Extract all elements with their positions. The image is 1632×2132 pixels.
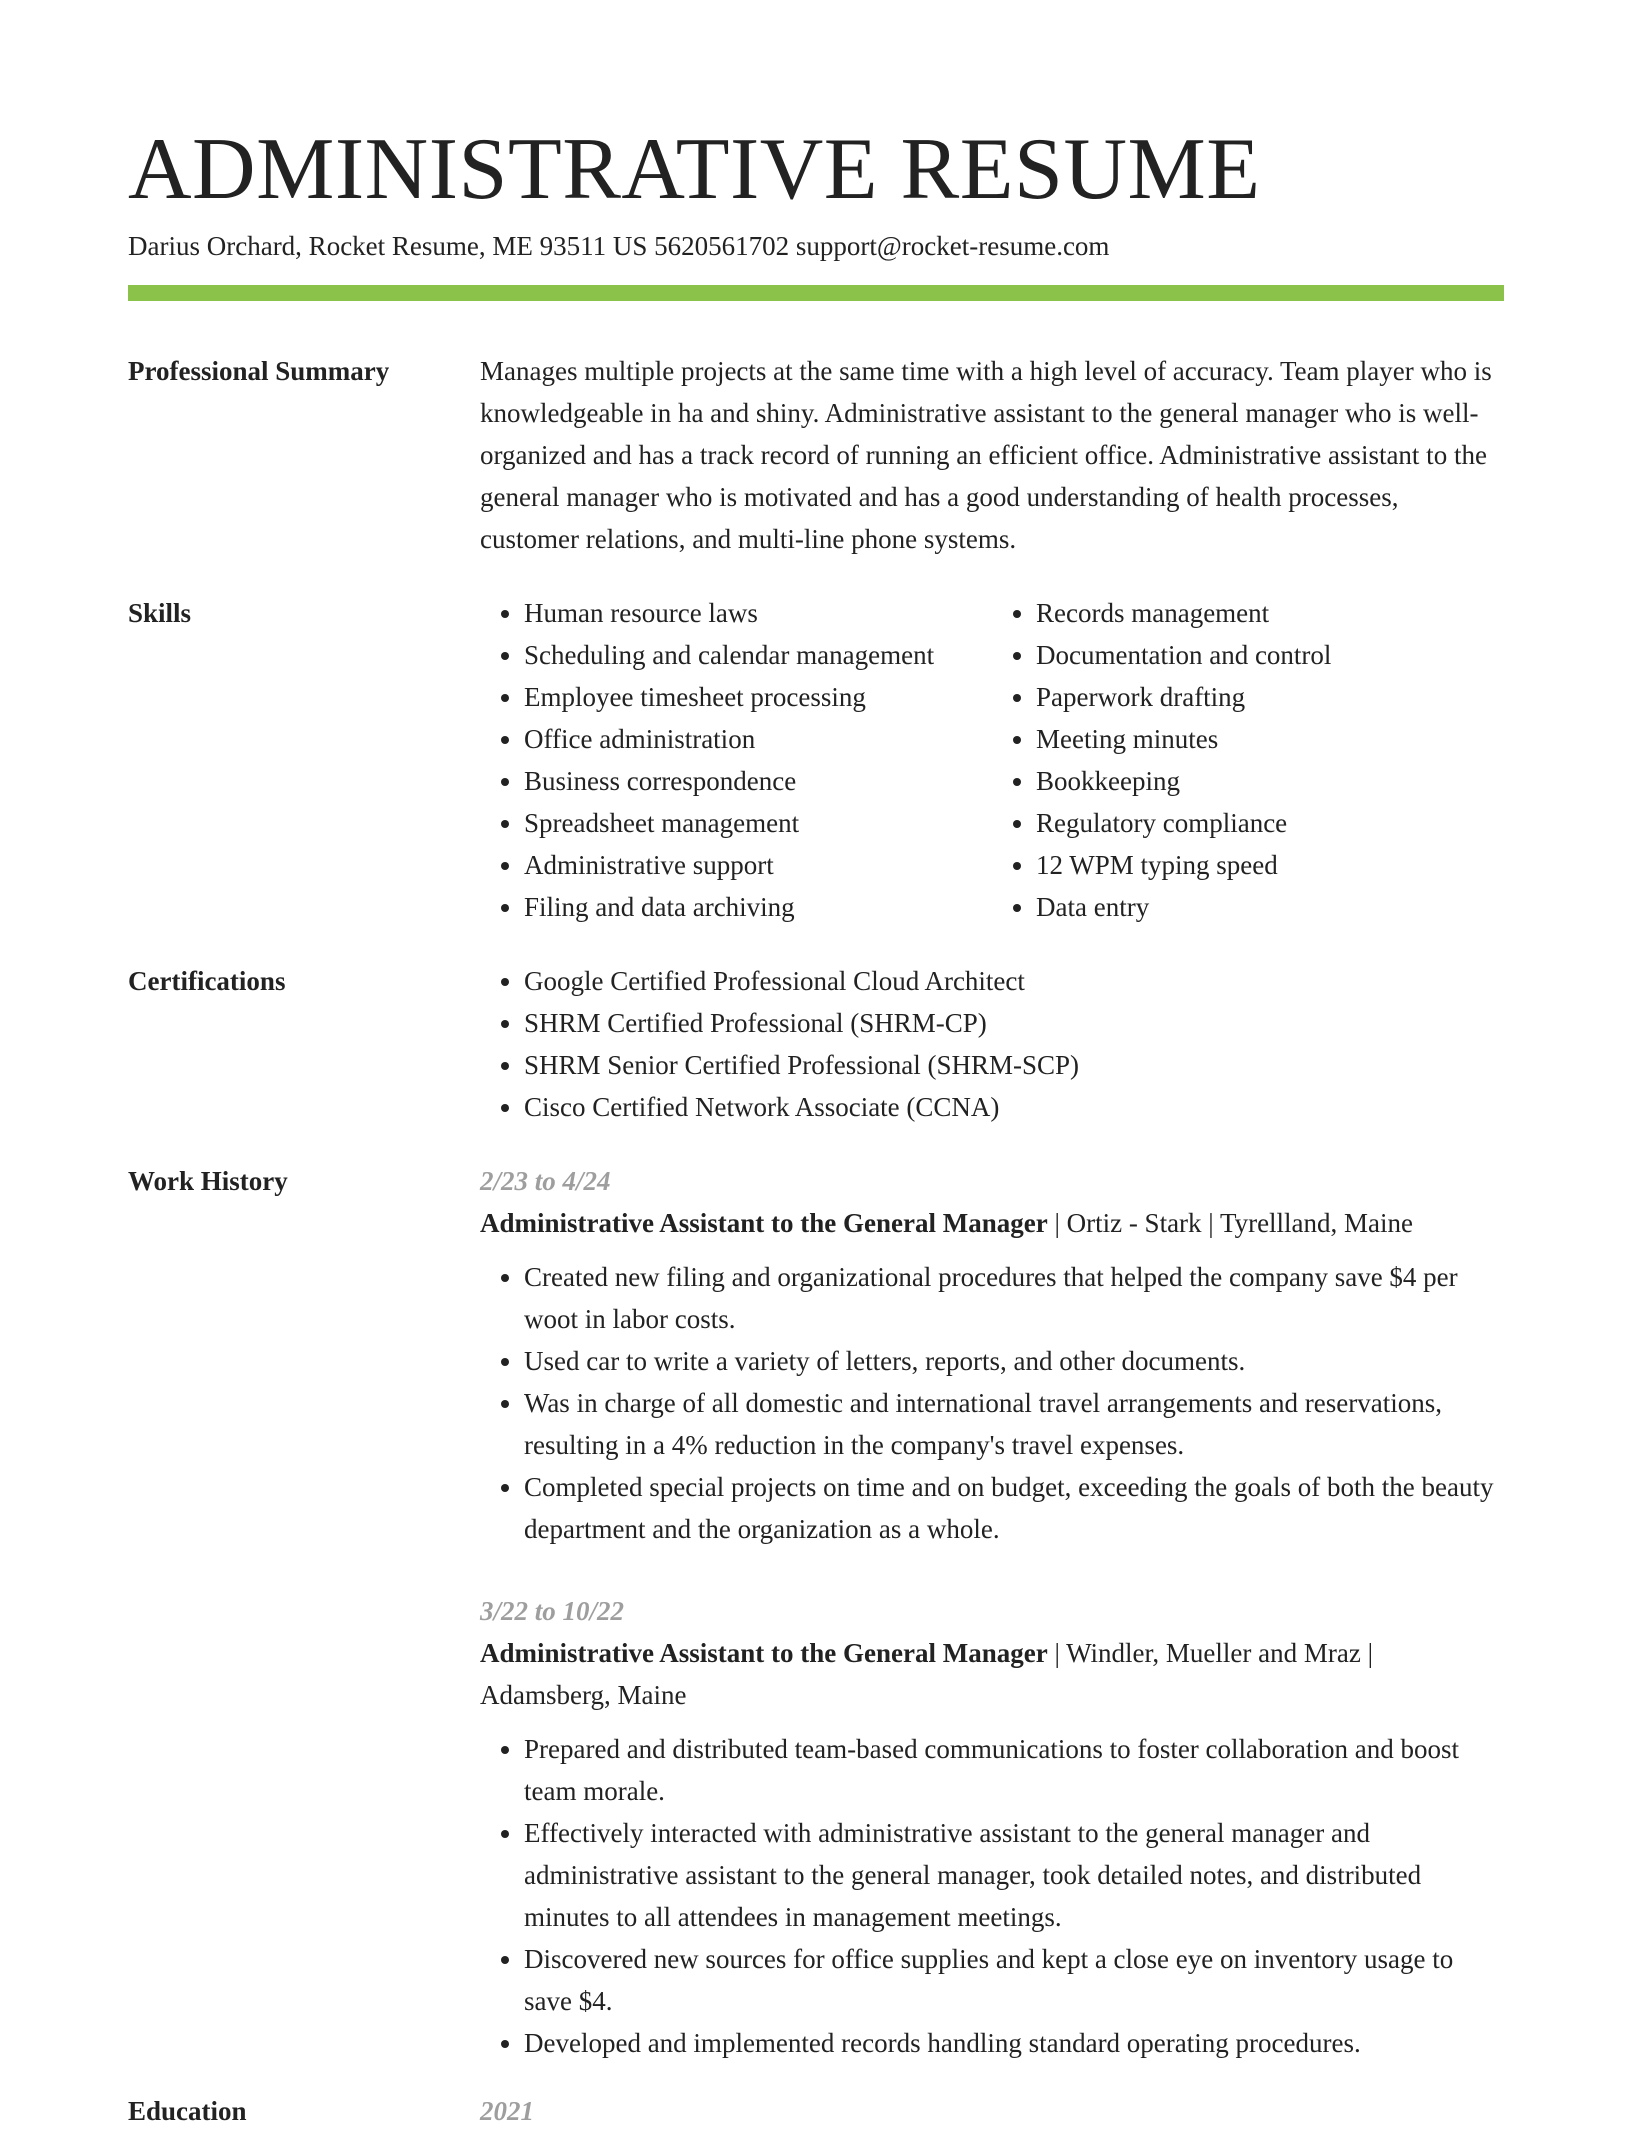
certification-item: • SHRM Senior Certified Professional (SHRM-SCP): [524, 1044, 1504, 1086]
job-bullet: • Completed special projects on time and on budget, exceeding the goals of both the beauty department and the organization as a whole.: [524, 1466, 1504, 1550]
job-bullet-list: [480, 1728, 1504, 2064]
summary-body: [480, 350, 1504, 560]
skill-item: • Human resource laws: [524, 592, 992, 634]
skill-item: • 12 WPM typing speed: [1036, 844, 1504, 886]
summary-label: Professional Summary: [128, 356, 390, 386]
skills-body: [480, 592, 1504, 928]
skills-list-right: [992, 592, 1504, 928]
work-history-label: Work History: [128, 1166, 288, 1196]
job-title: Administrative Assistant to the General Manager: [480, 1638, 1048, 1668]
skill-item: • Meeting minutes: [1036, 718, 1504, 760]
skill-item: • Office administration: [524, 718, 992, 760]
skill-item: • Documentation and control: [1036, 634, 1504, 676]
job-employer-location: | Ortiz - Stark | Tyrellland, Maine: [1047, 1208, 1414, 1238]
certifications-body: [480, 960, 1504, 1128]
certifications-label: Certifications: [128, 966, 286, 996]
work-history-body: [480, 1160, 1504, 2064]
job-date: 2/23 to 4/24: [480, 1166, 611, 1196]
job-bullet: • Used car to write a variety of letters, reports, and other documents.: [524, 1340, 1504, 1382]
job-bullet: • Discovered new sources for office supplies and kept a close eye on inventory usage to save $4.: [524, 1938, 1504, 2022]
skill-item: • Data entry: [1036, 886, 1504, 928]
job-entry: [480, 1590, 1504, 2064]
job-entry: [480, 1160, 1504, 1550]
job-bullet: • Prepared and distributed team-based communications to foster collaboration and boost team morale.: [524, 1728, 1504, 1812]
resume-page: [128, 0, 1504, 2126]
certification-item: • SHRM Certified Professional (SHRM-CP): [524, 1002, 1504, 1044]
education-label: Education: [128, 2096, 247, 2126]
skills-label: Skills: [128, 598, 192, 628]
contact-line: Darius Orchard, Rocket Resume, ME 93511 US 5620561702 support@rocket-resume.com: [128, 231, 1110, 261]
certification-item: • Google Certified Professional Cloud Architect: [524, 960, 1504, 1002]
education-body: [480, 2090, 1504, 2132]
job-title: Administrative Assistant to the General Manager: [480, 1208, 1048, 1238]
resume-title: ADMINISTRATIVE RESUME: [128, 121, 1261, 218]
skill-item: • Regulatory compliance: [1036, 802, 1504, 844]
skill-item: • Scheduling and calendar management: [524, 634, 992, 676]
job-employer-location: | Windler, Mueller and Mraz | Adamsberg, Maine: [480, 1638, 1373, 1710]
summary-text: Manages multiple projects at the same time with a high level of accuracy. Team player who is knowledgeable in ha and shiny. Administrative assistant to the general manager who is well-organized and has a track record of running an efficient office. Administrative assistant to the general manager who is motivated and has a good understanding of health processes, customer relations, and multi-line phone systems.: [480, 356, 1492, 554]
job-bullet: • Effectively interacted with administrative assistant to the general manager and administrative assistant to the general manager, took detailed notes, and distributed minutes to all attendees in management meetings.: [524, 1812, 1504, 1938]
job-heading: [480, 1202, 1504, 1244]
education-date: 2021: [480, 2096, 534, 2126]
skill-item: • Employee timesheet processing: [524, 676, 992, 718]
skill-item: • Spreadsheet management: [524, 802, 992, 844]
certifications-list: [480, 960, 1504, 1128]
skill-item: • Business correspondence: [524, 760, 992, 802]
skills-list-left: [480, 592, 992, 928]
job-heading: [480, 1632, 1504, 1716]
job-bullet: • Was in charge of all domestic and international travel arrangements and reservations, resulting in a 4% reduction in the company's travel expenses.: [524, 1382, 1504, 1466]
skill-item: • Paperwork drafting: [1036, 676, 1504, 718]
accent-divider: [128, 285, 1504, 301]
job-bullet: • Developed and implemented records handling standard operating procedures.: [524, 2022, 1504, 2064]
skill-item: • Filing and data archiving: [524, 886, 992, 928]
job-bullet-list: [480, 1256, 1504, 1550]
job-bullet: • Created new filing and organizational procedures that helped the company save $4 per woot in labor costs.: [524, 1256, 1504, 1340]
skill-item: • Bookkeeping: [1036, 760, 1504, 802]
job-date: 3/22 to 10/22: [480, 1596, 625, 1626]
skill-item: • Administrative support: [524, 844, 992, 886]
skill-item: • Records management: [1036, 592, 1504, 634]
certification-item: • Cisco Certified Network Associate (CCNA): [524, 1086, 1504, 1128]
